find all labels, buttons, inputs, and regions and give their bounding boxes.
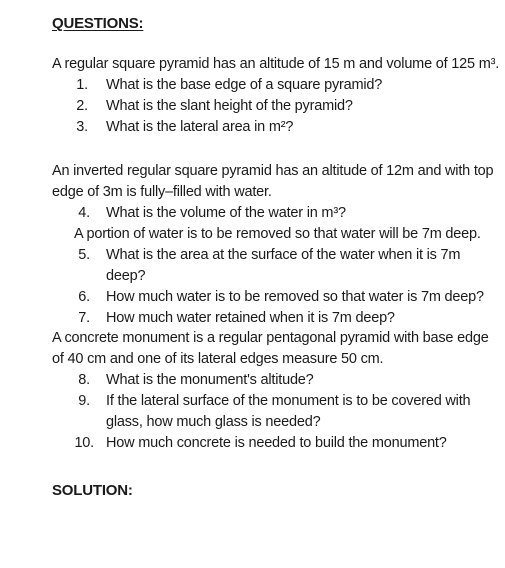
question-number: 10. bbox=[74, 435, 94, 451]
question-text: If the lateral surface of the monument is to be covered with glass, how much glass is needed? bbox=[106, 393, 471, 430]
question-item bbox=[52, 203, 502, 224]
question-item bbox=[52, 245, 502, 287]
question-item bbox=[52, 391, 502, 433]
question-text: What is the area at the surface of the water when it is 7m deep? bbox=[106, 247, 461, 284]
problem-2-note: A portion of water is to be removed so that water will be 7m deep. bbox=[74, 226, 481, 242]
question-number: 5. bbox=[78, 247, 90, 263]
question-number: 3. bbox=[76, 119, 88, 135]
question-number: 6. bbox=[78, 289, 90, 305]
question-text: What is the volume of the water in m³? bbox=[106, 205, 346, 221]
question-number: 4. bbox=[78, 205, 90, 221]
question-item bbox=[52, 287, 502, 308]
question-number: 2. bbox=[76, 98, 88, 114]
question-number: 7. bbox=[78, 310, 90, 326]
problem-1-intro: A regular square pyramid has an altitude of 15 m and volume of 125 m³. bbox=[52, 56, 500, 72]
question-text: How much concrete is needed to build the monument? bbox=[106, 435, 447, 451]
question-text: How much water retained when it is 7m deep? bbox=[106, 310, 395, 326]
problem-2-intro: An inverted regular square pyramid has an altitude of 12m and with top edge of 3m is fully–filled with water. bbox=[52, 163, 494, 200]
question-number: 1. bbox=[76, 77, 88, 93]
question-item bbox=[52, 96, 502, 117]
questions-heading: QUESTIONS: bbox=[52, 15, 144, 32]
question-item bbox=[52, 433, 502, 454]
question-text: How much water is to be removed so that water is 7m deep? bbox=[106, 289, 484, 305]
question-number: 8. bbox=[78, 372, 90, 388]
question-text: What is the slant height of the pyramid? bbox=[106, 98, 353, 114]
problem-3 bbox=[52, 328, 502, 454]
question-item bbox=[52, 308, 502, 329]
solution-heading: SOLUTION: bbox=[52, 482, 133, 499]
question-text: What is the monument's altitude? bbox=[106, 372, 314, 388]
question-number: 9. bbox=[78, 393, 90, 409]
question-item bbox=[52, 370, 502, 391]
problem-2 bbox=[52, 161, 502, 329]
question-text: What is the lateral area in m²? bbox=[106, 119, 294, 135]
problem-1 bbox=[52, 54, 502, 138]
question-text: What is the base edge of a square pyramid? bbox=[106, 77, 383, 93]
problem-3-intro: A concrete monument is a regular pentagonal pyramid with base edge of 40 cm and one of its lateral edges measure 50 cm. bbox=[52, 330, 489, 367]
question-item bbox=[52, 75, 502, 96]
question-item bbox=[52, 117, 502, 138]
